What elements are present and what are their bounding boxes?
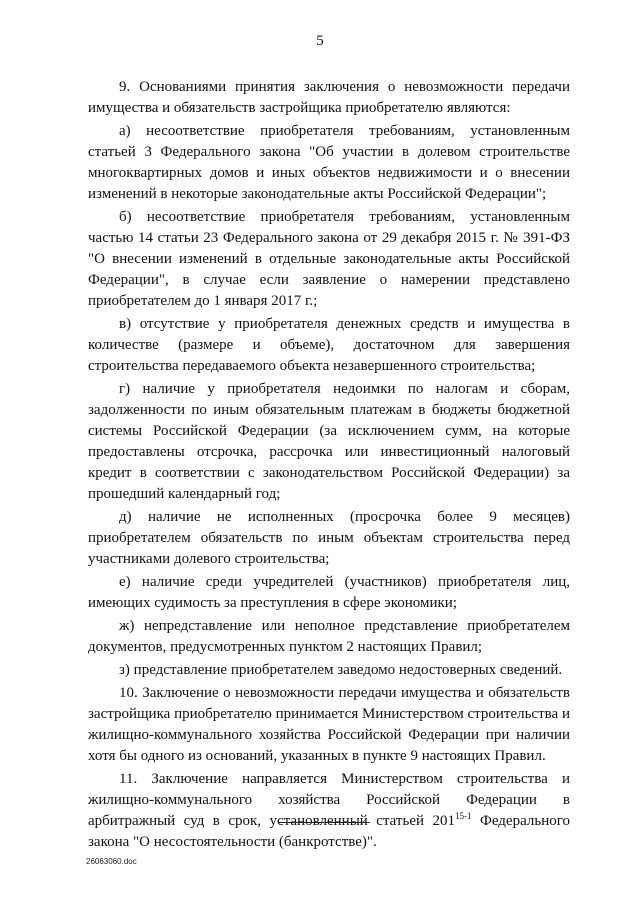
page-number: 5 [316,33,324,49]
paragraph-11-text-end: Федерального закона "О несостоятельности (банкротстве)". [88,813,570,850]
clause-9b: б) несоответствие приобретателя требованиям, установленным частью 14 статьи 23 Федерального закона от 29 декабря 2015 г. № 391-ФЗ "О внесении изменений в отдельные законодательные акты Российской Федерации", в случае если заявление о намерении представлено приобретателем до 1 января 2017 г.; [88,209,570,309]
paragraph-11 [88,769,570,853]
file-code: 26063060.doc [86,857,137,866]
clause-9e: е) наличие среди учредителей (участников) приобретателя лиц, имеющих судимость за преступления в сфере экономики; [88,574,570,611]
end-divider [278,822,370,823]
clause-9z: з) представление приобретателем заведомо недостоверных сведений. [119,662,563,678]
paragraph-10: 10. Заключение о невозможности передачи имущества и обязательств застройщика приобретателю принимается Министерством строительства и жилищно-коммунального хозяйства Российской Федерации при наличии хотя бы одного из оснований, указанных в пункте 9 настоящих Правил. [88,685,570,764]
clause-9zh: ж) непредставление или неполное представление приобретателем документов, предусмотренных пунктом 2 настоящих Правил; [88,618,570,655]
paragraph-9: 9. Основаниями принятия заключения о невозможности передачи имущества и обязательств застройщика приобретателю являются: [88,79,570,116]
clause-9v: в) отсутствие у приобретателя денежных средств и имущества в количестве (размере и объеме), достаточном для завершения строительства передаваемого объекта незавершенного строительства; [88,316,570,374]
paragraph-11-text: 11. Заключение направляется Министерством строительства и жилищно-коммунального хозяйства Российской Федерации в арбитражный суд в срок, установленный статьей 201 [88,771,570,829]
article-superscript: 15-1 [455,811,472,821]
clause-9d: д) наличие не исполненных (просрочка более 9 месяцев) приобретателем обязательств по иным объектам строительства перед участниками долевого строительства; [88,509,570,567]
clause-9a: а) несоответствие приобретателя требованиям, установленным статьей 3 Федерального закона "Об участии в долевом строительстве многоквартирных домов и иных объектов недвижимости и о внесении изменений в некоторые законодательные акты Российской Федерации"; [88,123,570,202]
clause-9g: г) наличие у приобретателя недоимки по налогам и сборам, задолженности по иным обязательным платежам в бюджеты бюджетной системы Российской Федерации (за исключением сумм, на которые предоставлены отсрочка, рассрочка или инвестиционный налоговый кредит в соответствии с законодательством Российской Федерации) за прошедший календарный год; [88,381,570,502]
document-body [88,77,570,855]
